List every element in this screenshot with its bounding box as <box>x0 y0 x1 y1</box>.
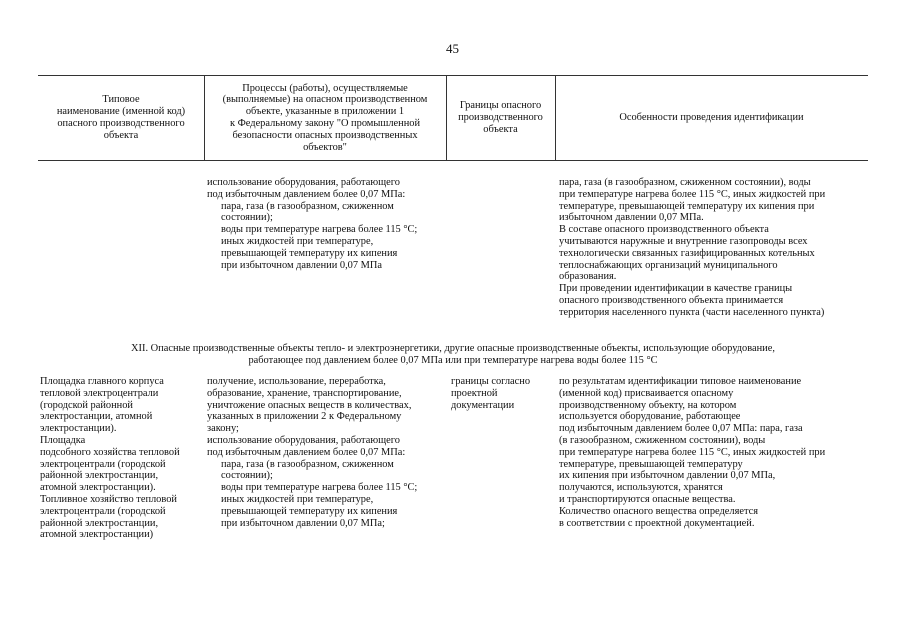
text-line: использование оборудования, работающего <box>207 177 400 188</box>
text-line: получаются, используются, хранятся <box>559 482 723 494</box>
text-line: иных жидкостей при температуре, <box>221 235 374 247</box>
header-processes: Процессы (работы), осуществляемые (выполняемые) на опасном производственном объекте, указанные в приложении 1 к Федеральному закону "О промышленной безопасности опасных производственных объектов" <box>222 82 428 153</box>
section-title: XII. Опасные производственные объекты тепло- и электроэнергетики, другие опасные производственные объекты, использующие оборудование, работающее под давлением более 0,07 МПа или при температуре нагрева воды более 115 °C <box>131 343 775 366</box>
text-line: под избыточным давлением более 0,07 МПа: пара, газа <box>559 423 803 435</box>
text-line: (городской районной <box>40 399 133 411</box>
text-line: при температуре нагрева более 115 °C, иных жидкостей при <box>559 446 826 458</box>
text-line: Топливное хозяйство тепловой <box>40 493 177 505</box>
text-line: учитываются наружные и внутренние газопроводы всех <box>559 235 808 247</box>
text-line: документации <box>451 399 515 411</box>
text-line: атомной электростанции) <box>40 529 154 541</box>
row-boundaries <box>451 376 555 411</box>
header-bottom-rule <box>38 160 868 161</box>
text-line: при избыточном давлении 0,07 МПа <box>221 259 383 271</box>
text-line: воды при температуре нагрева более 115 °C; <box>221 482 418 494</box>
text-line: Площадка главного корпуса <box>40 376 164 387</box>
row-object-name <box>40 376 204 541</box>
text-line: превышающей температуру их кипения <box>221 247 398 259</box>
continuation-processes <box>207 177 445 271</box>
text-line: превышающей температуру их кипения <box>221 505 398 517</box>
text-line: границы согласно <box>451 376 531 387</box>
text-line: производственному объекту, на котором <box>559 399 737 411</box>
page-number: 45 <box>446 41 459 56</box>
text-line: температуре, превышающей температуру их кипения при <box>559 200 815 212</box>
text-line: по результатам идентификации типовое наименование <box>559 376 802 387</box>
text-line: использование оборудования, работающего <box>207 434 400 446</box>
text-line: Площадка <box>40 434 86 446</box>
text-line: Количество опасного вещества определяется <box>559 505 759 517</box>
text-line: электроцентрали (городской <box>40 505 166 517</box>
text-line: температуре, превышающей температуру <box>559 458 743 470</box>
text-line: образование, хранение, транспортирование, <box>207 387 402 399</box>
text-line: электроцентрали (городской <box>40 458 166 470</box>
text-line: территория населенного пункта (части населенного пункта) <box>559 306 825 318</box>
text-line: состоянии); <box>221 212 273 224</box>
text-line: (в газообразном, сжиженном состоянии), воды <box>559 434 766 446</box>
text-line: подсобного хозяйства тепловой <box>40 446 180 458</box>
text-line: в соответствии с проектной документацией. <box>559 517 755 529</box>
text-line: (именной код) присваивается опасному <box>559 387 734 399</box>
text-line: тепловой электроцентрали <box>40 387 159 399</box>
text-line: при температуре нагрева более 115 °C, иных жидкостей при <box>559 188 826 200</box>
text-line: при избыточном давлении 0,07 МПа; <box>221 517 385 529</box>
text-line: районной электростанции, <box>40 470 159 482</box>
text-line: При проведении идентификации в качестве границы <box>559 283 793 295</box>
text-line: технологически связанных газифицированных котельных <box>559 247 815 259</box>
text-line: электростанции, атомной <box>40 411 153 423</box>
text-line: их кипения при избыточном давлении 0,07 МПа, <box>559 470 776 482</box>
text-line: опасного производственного объекта принимается <box>559 294 784 306</box>
text-line: закону; <box>207 423 239 435</box>
text-line: атомной электростанции). <box>40 482 156 494</box>
text-line: пара, газа (в газообразном, сжиженном состоянии), воды <box>559 177 811 188</box>
row-identification <box>559 376 868 529</box>
header-boundaries: Границы опасного производственного объекта <box>458 100 543 135</box>
text-line: указанных в приложении 2 к Федеральному <box>207 411 402 423</box>
row-processes <box>207 376 445 529</box>
text-line: пара, газа (в газообразном, сжиженном <box>221 200 394 212</box>
text-line: уничтожение опасных веществ в количествах, <box>207 399 412 411</box>
header-object-name: Типовое наименование (именной код) опасного производственного объекта <box>56 94 186 141</box>
text-line: состоянии); <box>221 470 273 482</box>
text-line: избыточном давлении 0,07 МПа. <box>559 212 704 224</box>
text-line: электростанции). <box>40 423 117 435</box>
text-line: и транспортируются опасные вещества. <box>559 493 736 505</box>
text-line: пара, газа (в газообразном, сжиженном <box>221 458 394 470</box>
text-line: под избыточным давлением более 0,07 МПа: <box>207 446 406 458</box>
text-line: под избыточным давлением более 0,07 МПа: <box>207 188 406 200</box>
text-line: иных жидкостей при температуре, <box>221 493 374 505</box>
text-line: воды при температуре нагрева более 115 °C; <box>221 224 418 236</box>
continuation-identification <box>559 177 868 319</box>
text-line: проектной <box>451 387 498 399</box>
text-line: В составе опасного производственного объекта <box>559 224 769 236</box>
text-line: теплоснабжающих организаций муниципального <box>559 259 778 271</box>
text-line: районной электростанции, <box>40 517 159 529</box>
header-identification: Особенности проведения идентификации <box>619 112 804 124</box>
text-line: образования. <box>559 271 617 283</box>
text-line: используется оборудование, работающее <box>559 411 741 423</box>
text-line: получение, использование, переработка, <box>207 376 386 387</box>
